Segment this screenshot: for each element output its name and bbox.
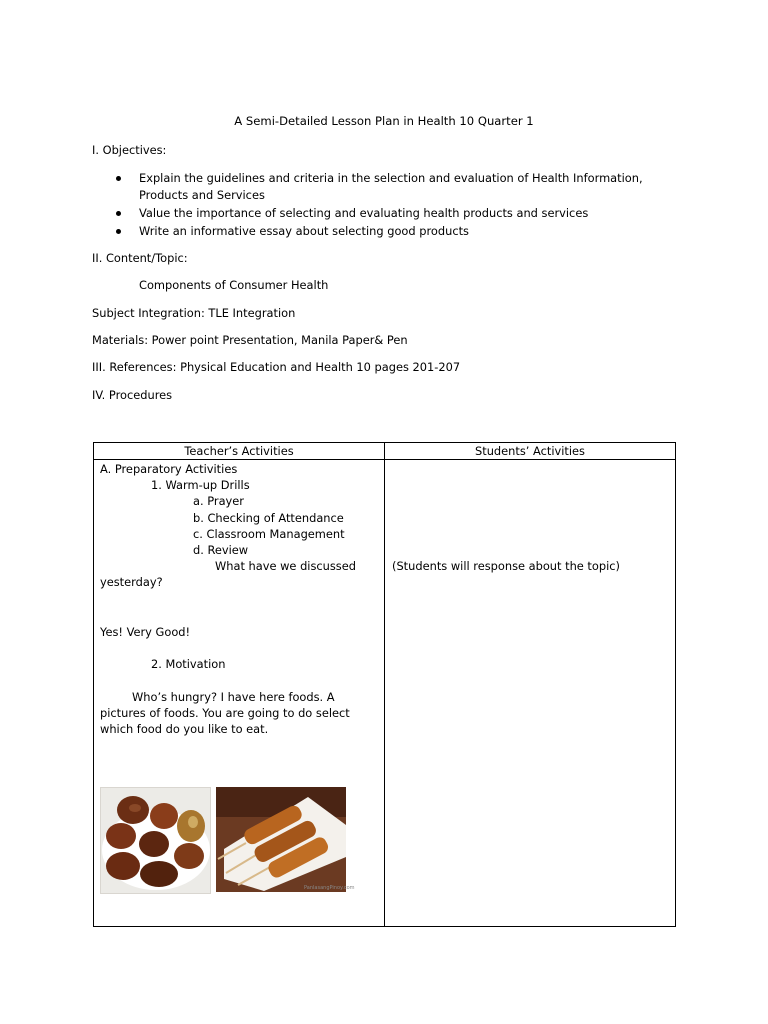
procedures-table bbox=[93, 442, 676, 927]
drill-item: c. Classroom Management bbox=[193, 527, 345, 541]
review-question-line1: What have we discussed bbox=[215, 559, 356, 573]
bullet-icon bbox=[116, 229, 121, 234]
subject-integration: Subject Integration: TLE Integration bbox=[92, 306, 296, 320]
bullet-icon bbox=[116, 211, 121, 216]
students-activities-header: Students’ Activities bbox=[385, 443, 676, 460]
content-heading: II. Content/Topic: bbox=[92, 251, 188, 265]
drill-item: b. Checking of Attendance bbox=[193, 511, 344, 525]
materials: Materials: Power point Presentation, Manila Paper& Pen bbox=[92, 333, 408, 347]
food-photo-icon bbox=[101, 788, 210, 893]
warmup-drills: 1. Warm-up Drills bbox=[151, 478, 250, 492]
bullet-icon bbox=[116, 176, 121, 181]
food-photo-2 bbox=[216, 787, 355, 892]
procedures-heading: IV. Procedures bbox=[92, 388, 173, 402]
teacher-activities-header: Teacher’s Activities bbox=[94, 443, 385, 460]
references: III. References: Physical Education and Health 10 pages 201-207 bbox=[92, 360, 461, 374]
students-activities-cell bbox=[385, 460, 676, 927]
motivation-text: Who’s hungry? I have here foods. A pictures of foods. You are going to do select which food do you like to eat. bbox=[100, 690, 350, 736]
food-photo-icon bbox=[216, 787, 355, 892]
content-topic: Components of Consumer Health bbox=[139, 278, 329, 292]
objectives-heading: I. Objectives: bbox=[92, 143, 167, 157]
motivation-heading: 2. Motivation bbox=[151, 657, 226, 671]
praise-text: Yes! Very Good! bbox=[100, 625, 191, 639]
objective-item: Value the importance of selecting and evaluating health products and services bbox=[114, 205, 674, 222]
objective-item: Explain the guidelines and criteria in the selection and evaluation of Health Information, Products and Services bbox=[114, 170, 674, 204]
students-response: (Students will response about the topic) bbox=[392, 559, 620, 573]
drill-item: d. Review bbox=[193, 543, 249, 557]
preparatory-activities: A. Preparatory Activities bbox=[100, 462, 238, 476]
teacher-activities-cell bbox=[94, 460, 385, 927]
page-title: A Semi-Detailed Lesson Plan in Health 10 Quarter 1 bbox=[234, 114, 534, 128]
food-photo-1 bbox=[100, 787, 211, 894]
objectives-list bbox=[114, 170, 674, 241]
review-question-line2: yesterday? bbox=[100, 575, 163, 589]
objective-item: Write an informative essay about selecting good products bbox=[114, 223, 674, 240]
svg-text:PanlasangPinoy.com: PanlasangPinoy.com bbox=[304, 885, 355, 891]
drill-item: a. Prayer bbox=[193, 494, 244, 508]
